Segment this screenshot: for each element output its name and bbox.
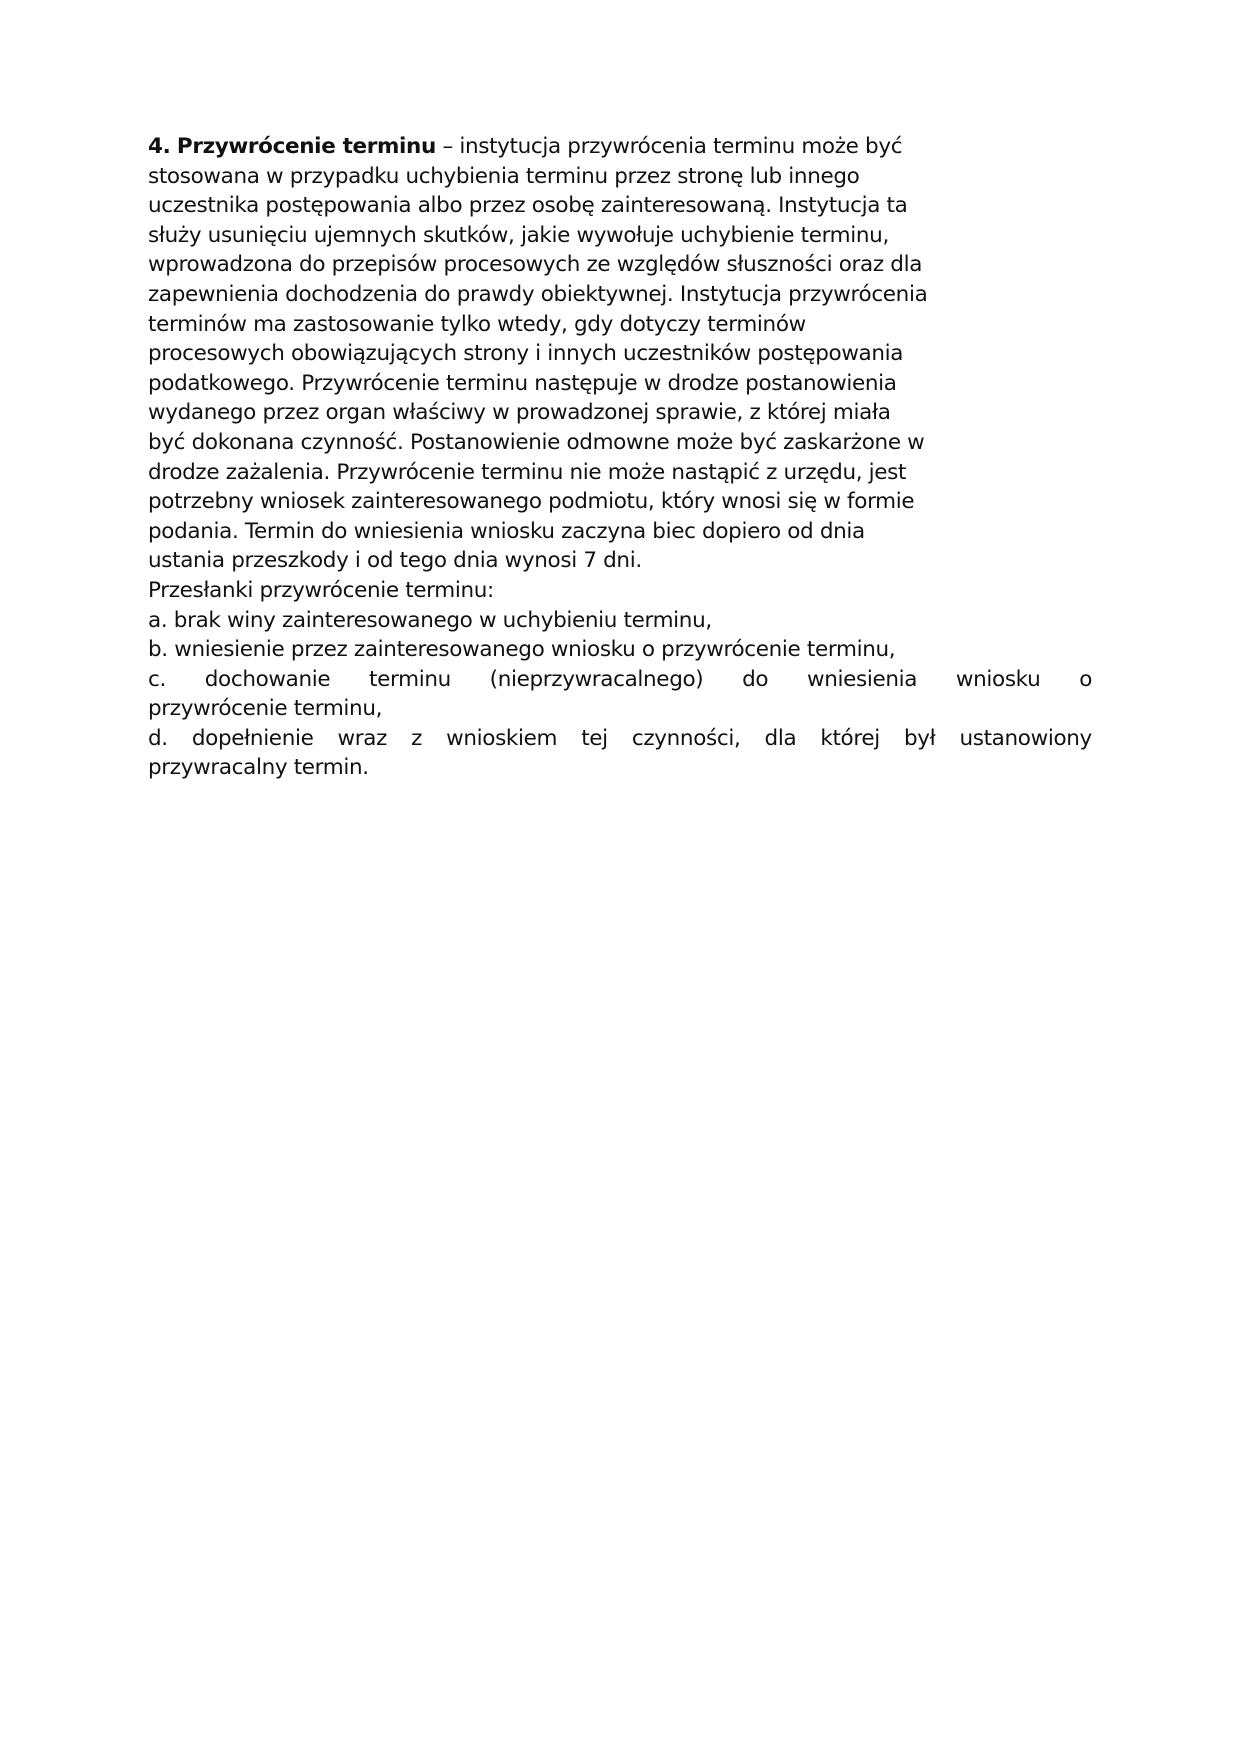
paragraph-line: stosowana w przypadku uchybienia terminu przez stronę lub innego [148,163,860,189]
paragraph-line: być dokonana czynność. Postanowienie odmowne może być zaskarżone w [148,429,925,455]
word: (nieprzywracalnego) [489,666,704,692]
word: dochowanie [204,666,331,692]
word: dla [764,725,797,751]
section-number: 4. [148,134,171,159]
paragraph-line: służy usunięciu ujemnych skutków, jakie wywołuje uchybienie terminu, [148,222,889,248]
word: c. [148,666,166,692]
heading-description: – instytucja przywrócenia terminu może być [435,134,903,159]
word: terminu [369,666,451,692]
paragraph-line: wydanego przez organ właściwy w prowadzonej sprawie, z której miała [148,400,891,426]
condition-a: a. brak winy zainteresowanego w uchybieniu terminu, [148,607,712,633]
condition-c-continuation: przywrócenie terminu, [148,696,383,722]
document-page [148,132,1092,783]
word: której [820,725,880,751]
paragraph-line: ustania przeszkody i od tego dnia wynosi 7 dni. [148,548,642,574]
word: wraz [337,725,388,751]
conditions-title: Przesłanki przywrócenie terminu: [148,577,494,603]
section-title: Przywrócenie terminu [176,134,436,159]
heading-line [148,132,1092,162]
condition-d-continuation: przywracalny termin. [148,755,369,781]
paragraph-line: procesowych obowiązujących strony i innych uczestników postępowania [148,341,904,367]
paragraph-line: terminów ma zastosowanie tylko wtedy, gdy dotyczy terminów [148,311,806,337]
paragraph-line: podatkowego. Przywrócenie terminu następuje w drodze postanowienia [148,370,897,396]
word: z [411,725,423,751]
paragraph-line: zapewnienia dochodzenia do prawdy obiektywnej. Instytucja przywrócenia [148,281,928,307]
word: był [903,725,936,751]
word: do [742,666,769,692]
paragraph-line: podania. Termin do wniesienia wniosku zaczyna biec dopiero od dnia [148,518,865,544]
word: d. [148,725,168,751]
paragraph-line: potrzebny wniosek zainteresowanego podmiotu, który wnosi się w formie [148,489,915,515]
word: wniesienia [807,666,918,692]
condition-c [148,665,1092,695]
word: dopełnienie [191,725,314,751]
word: wniosku [955,666,1041,692]
paragraph-line: drodze zażalenia. Przywrócenie terminu nie może nastąpić z urzędu, jest [148,459,907,485]
condition-d [148,724,1092,754]
word: o [1079,666,1092,692]
word: ustanowiony [959,725,1092,751]
paragraph-line: uczestnika postępowania albo przez osobę zainteresowaną. Instytucja ta [148,193,908,219]
condition-b: b. wniesienie przez zainteresowanego wniosku o przywrócenie terminu, [148,637,896,663]
word: wnioskiem [446,725,558,751]
paragraph-line: wprowadzona do przepisów procesowych ze względów słuszności oraz dla [148,252,923,278]
word: tej [581,725,608,751]
word: czynności, [631,725,741,751]
